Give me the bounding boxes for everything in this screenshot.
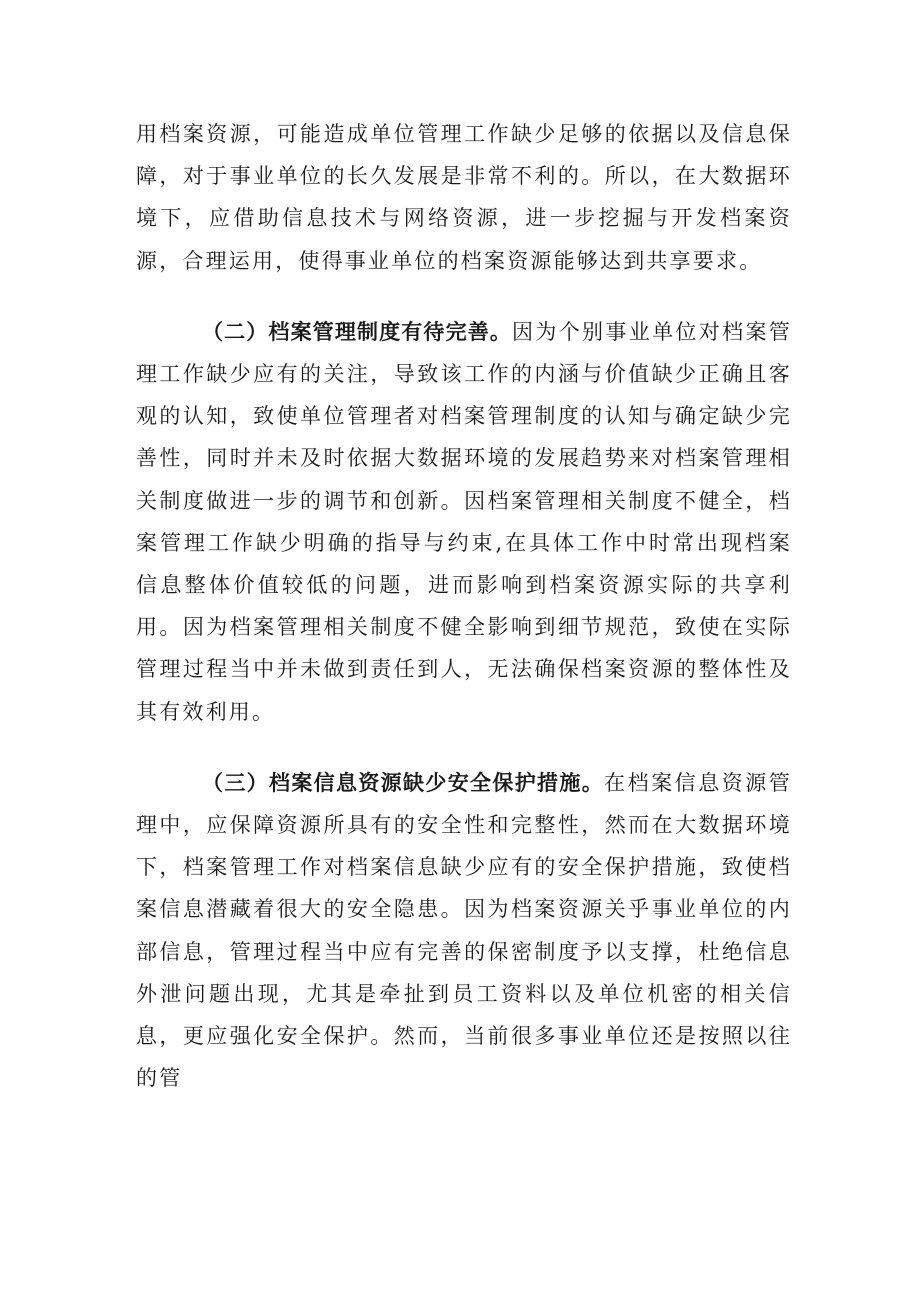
- paragraph-text: 在档案信息资源管理中，应保障资源所具有的安全性和完整性，然而在大数据环境下，档案管理工作对档案信息缺少应有的安全保护措施，致使档案信息潜藏着很大的安全隐患。因为档案资源关乎事业单位的内部信息，管理过程当中应有完善的保密制度予以支撑，杜绝信息外泄问题出现，尤其是牵扯到员工资料以及单位机密的相关信息，更应强化安全保护。然而，当前很多事业单位还是按照以往的管: [136, 770, 792, 1091]
- paragraph-continuation: [136, 113, 792, 282]
- section-heading: （二）档案管理制度有待完善。: [202, 319, 513, 344]
- paragraph-text: 用档案资源，可能造成单位管理工作缺少足够的依据以及信息保障，对于事业单位的长久发展是非常不利的。所以，在大数据环境下，应借助信息技术与网络资源，进一步挖掘与开发档案资源，合理运用，使得事业单位的档案资源能够达到共享要求。: [136, 122, 792, 273]
- paragraph-section-2: [136, 311, 792, 733]
- section-heading: （三）档案信息资源缺少安全保护措施。: [202, 770, 605, 795]
- paragraph-text: 因为个别事业单位对档案管理工作缺少应有的关注，导致该工作的内涵与价值缺少正确且客观的认知，致使单位管理者对档案管理制度的认知与确定缺少完善性，同时并未及时依据大数据环境的发展趋势来对档案管理相关制度做进一步的调节和创新。因档案管理相关制度不健全，档案管理工作缺少明确的指导与约束,在具体工作中时常出现档案信息整体价值较低的问题，进而影响到档案资源实际的共享利用。因为档案管理相关制度不健全影响到细节规范，致使在实际管理过程当中并未做到责任到人，无法确保档案资源的整体性及其有效利用。: [136, 319, 792, 724]
- document-body: [136, 113, 792, 1128]
- paragraph-section-3: [136, 762, 792, 1100]
